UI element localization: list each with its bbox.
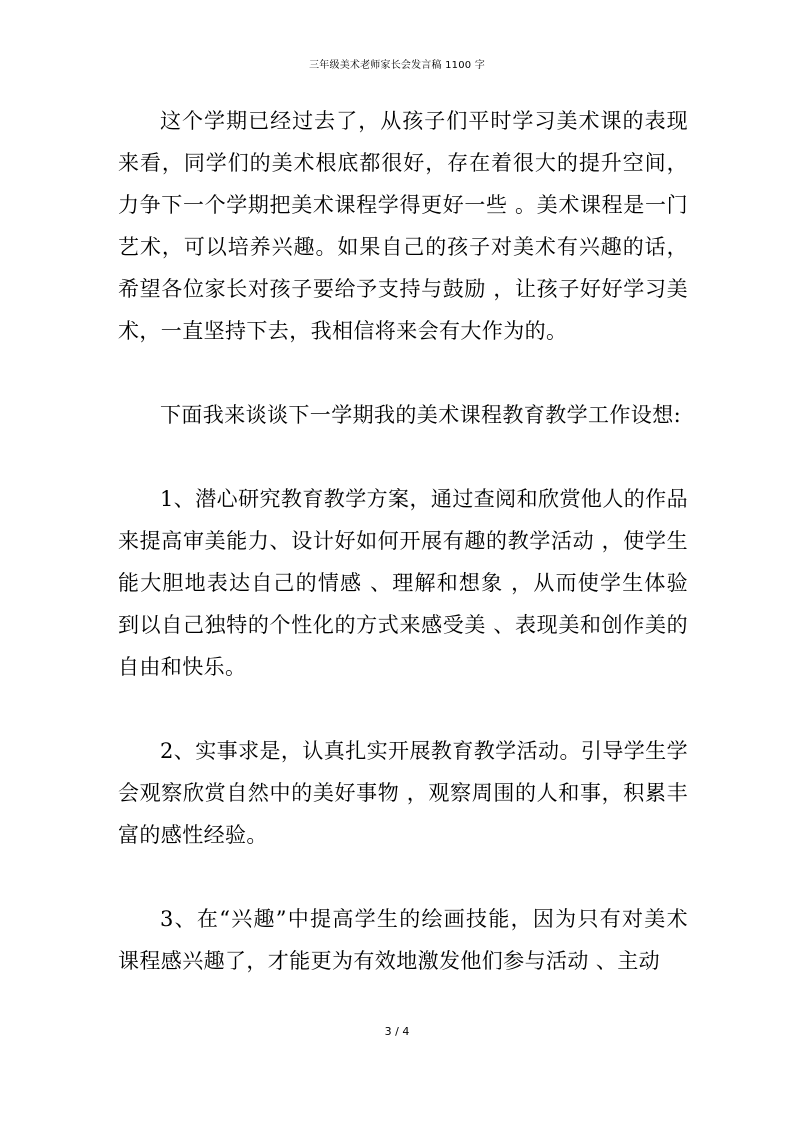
page-header-title: 三年级美术老师家长会发言稿 1100 字 (309, 60, 485, 71)
paragraph-intro: 这个学期已经过去了，从孩子们平时学习美术课的表现来看，同学们的美术根底都很好，存在着很大的提升空间，力争下一个学期把美术课程学得更好一些 。美术课程是一门艺术，可以培养兴趣。如果自己的孩子对美术有兴趣的话，希望各位家长对孩子要给予支持与鼓励 ，让孩子好好学习美术，一直坚持下去，我相信将来会有大作为的。 (118, 109, 688, 343)
paragraph-item-2: 2、实事求是，认真扎实开展教育教学活动。引导学生学会观察欣赏自然中的美好事物 ，观察周围的人和事，积累丰富的感性经验。 (118, 739, 688, 847)
page-number: 3 / 4 (384, 1025, 410, 1038)
paragraph-item-1: 1、潜心研究教育教学方案，通过查阅和欣赏他人的作品来提高审美能力、设计好如何开展有趣的教学活动 ，使学生能大胆地表达自己的情感 、理解和想象 ，从而使学生体验到以自己独特的个性化的方式来感受美 、表现美和创作美的自由和快乐。 (118, 487, 688, 679)
paragraph-item-3: 3、在“兴趣”中提高学生的绘画技能，因为只有对美术课程感兴趣了，才能更为有效地激发他们参与活动 、主动 (118, 907, 688, 973)
paragraph-plan-lead: 下面我来谈谈下一学期我的美术课程教育教学工作设想: (160, 403, 682, 427)
document-body (118, 100, 688, 982)
